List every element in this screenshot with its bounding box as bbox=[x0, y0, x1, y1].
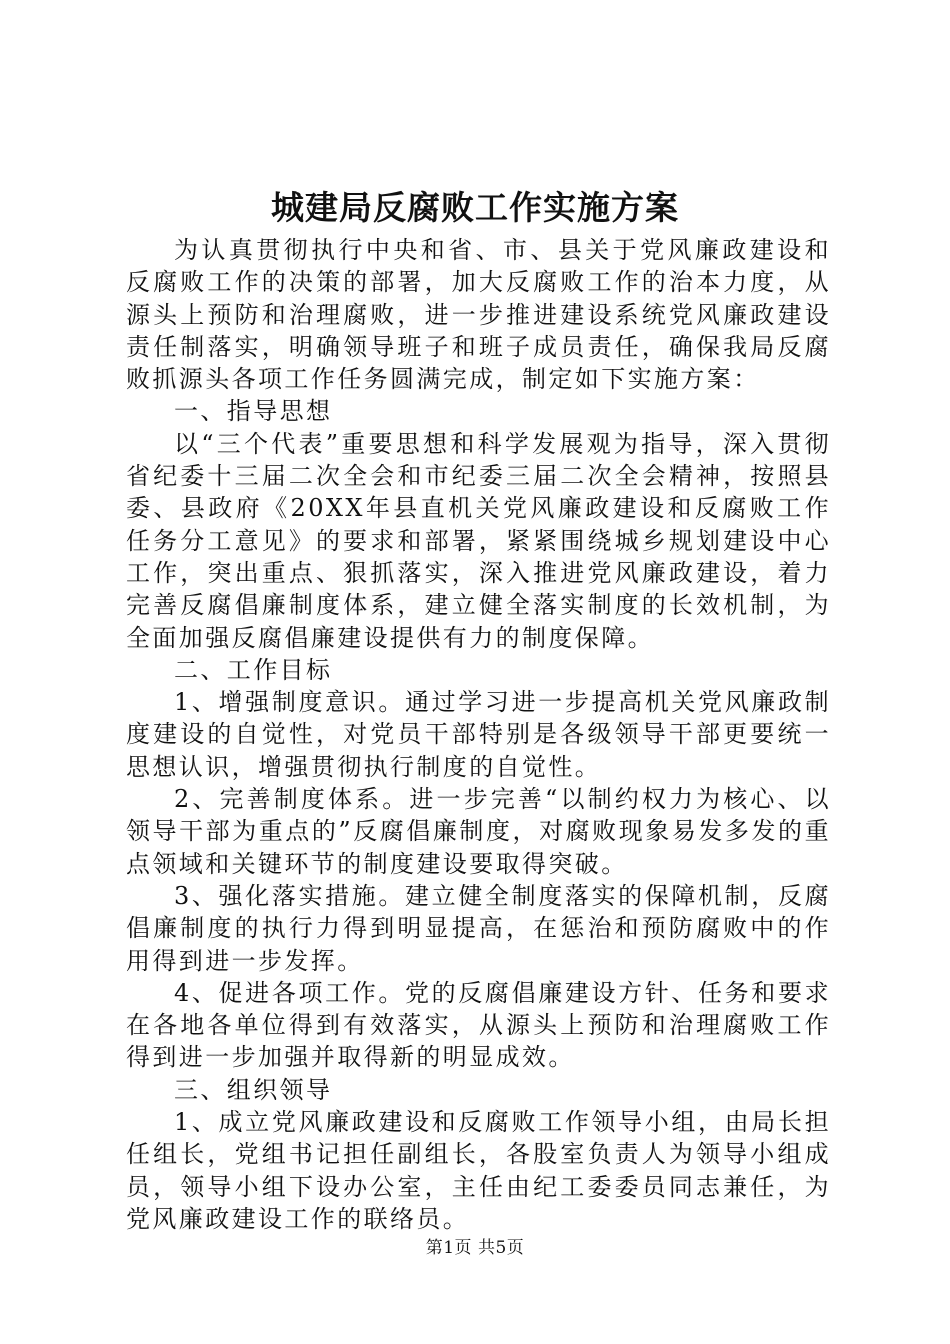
document-body bbox=[126, 234, 831, 1235]
page-footer: 第1页 共5页 bbox=[425, 1238, 525, 1258]
guiding-ideology-paragraph: 以“三个代表”重要思想和科学发展观为指导，深入贯彻省纪委十三届二次全会和市纪委三届二次全会精神，按照县委、县政府《20XX年县直机关党风廉政建设和反腐败工作任务分工意见》的要求和部署，紧紧围绕城乡规划建设中心工作，突出重点、狠抓落实，深入推进党风廉政建设，着力完善反腐倡廉制度体系，建立健全落实制度的长效机制，为全面加强反腐倡廉建设提供有力的制度保障。 bbox=[126, 429, 831, 652]
goal-item-4: 4、促进各项工作。党的反腐倡廉建设方针、任务和要求在各地各单位得到有效落实，从源头上预防和治理腐败工作得到进一步加强并取得新的明显成效。 bbox=[126, 978, 831, 1072]
goal-item-2: 2、完善制度体系。进一步完善“以制约权力为核心、以领导干部为重点的”反腐倡廉制度，对腐败现象易发多发的重点领域和关键环节的制度建设要取得突破。 bbox=[126, 785, 831, 878]
goal-item-1: 1、增强制度意识。通过学习进一步提高机关党风廉政制度建设的自觉性，对党员干部特别是各级领导干部更要统一思想认识，增强贯彻执行制度的自觉性。 bbox=[126, 688, 831, 781]
section-heading-guiding-ideology: 一、指导思想 bbox=[174, 397, 333, 426]
organization-item-1: 1、成立党风廉政建设和反腐败工作领导小组，由局长担任组长，党组书记担任副组长，各股室负责人为领导小组成员，领导小组下设办公室，主任由纪工委委员同志兼任，为党风廉政建设工作的联络员。 bbox=[126, 1108, 831, 1233]
goal-item-3: 3、强化落实措施。建立健全制度落实的保障机制，反腐倡廉制度的执行力得到明显提高，在惩治和预防腐败中的作用得到进一步发挥。 bbox=[126, 881, 831, 975]
document-title: 城建局反腐败工作实施方案 bbox=[271, 188, 679, 227]
section-heading-organization: 三、组织领导 bbox=[174, 1075, 333, 1104]
section-heading-work-goals: 二、工作目标 bbox=[174, 655, 333, 684]
intro-paragraph: 为认真贯彻执行中央和省、市、县关于党风廉政建设和反腐败工作的决策的部署，加大反腐败工作的治本力度，从源头上预防和治理腐败，进一步推进建设系统党风廉政建设责任制落实，明确领导班子和班子成员责任，确保我局反腐败抓源头各项工作任务圆满完成，制定如下实施方案： bbox=[126, 236, 831, 394]
